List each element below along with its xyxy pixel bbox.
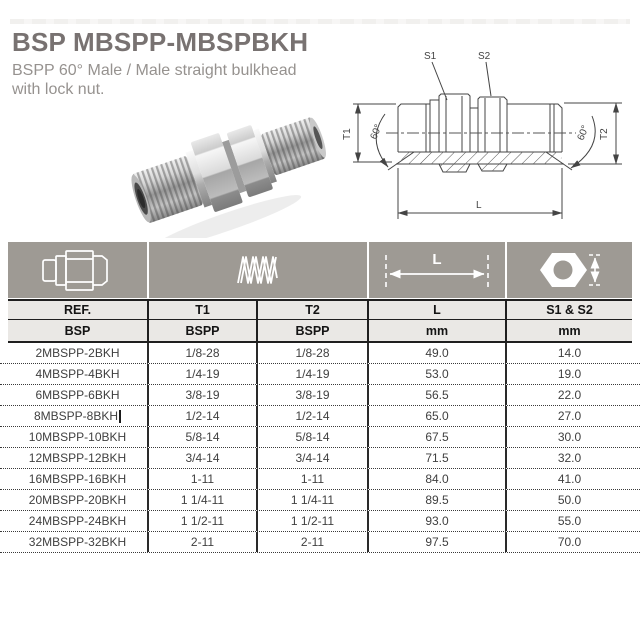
column-header-l: L [367,301,505,319]
cell-text: 2-11 [300,535,325,549]
ref-cell [8,364,147,384]
value-cell [505,532,632,552]
cell-text: 1-11 [190,472,215,486]
value-cell [147,406,256,426]
ref-cell [8,448,147,468]
cell-text: 10MBSPP-10BKH [28,430,127,444]
value-cell [256,511,367,531]
value-cell [505,469,632,489]
cell-text: 53.0 [425,367,449,381]
column-subheader-t2: BSPP [256,320,367,341]
fitting-photo-image [126,102,340,238]
cell-text: 50.0 [557,493,582,507]
column-subheader-l-mm: mm [367,320,505,341]
cell-text: 32MBSPP-32BKH [28,535,127,549]
value-cell [505,343,632,363]
value-cell [147,364,256,384]
ref-cell [8,427,147,447]
table-row [0,364,640,385]
label-s1: S1 [424,51,437,62]
value-cell [256,343,367,363]
table-icon-band [8,242,632,298]
cell-text: 1/8-28 [185,346,220,360]
page-title: BSP MBSPP-MBSPBKH [12,27,309,57]
cell-text: 97.5 [425,535,449,549]
ref-cell [8,406,147,426]
text-caret [119,410,121,423]
table-row [0,490,640,511]
value-cell [147,427,256,447]
cell-text: 3/8-19 [185,388,220,402]
value-cell [367,469,505,489]
page-top-artifact [10,19,630,24]
length-icon-label: L [432,251,442,268]
column-header-t1: T1 [147,301,256,319]
cell-text: 19.0 [557,367,582,381]
ref-cell [8,490,147,510]
label-angle-right: 60° [575,123,592,143]
cell-text: 1/2-14 [295,409,330,423]
value-cell [256,406,367,426]
ref-cell [8,385,147,405]
cell-text: 84.0 [425,472,449,486]
value-cell [367,427,505,447]
column-subheader-t1: BSPP [147,320,256,341]
table-row [0,448,640,469]
value-cell [505,448,632,468]
cell-text: 1-11 [300,472,325,486]
cell-text: 1/4-19 [185,367,220,381]
table-header-row [8,299,632,320]
value-cell [367,343,505,363]
cell-text: 1 1/4-11 [290,493,335,507]
cell-text: 32.0 [557,451,582,465]
value-cell [147,385,256,405]
ref-cell [8,469,147,489]
value-cell [367,448,505,468]
value-cell [367,511,505,531]
cell-text: 22.0 [557,388,582,402]
subtitle-line-1: BSPP 60° Male / Male straight bulkhead [12,62,297,79]
value-cell [256,427,367,447]
cell-text: 1 1/2-11 [180,514,225,528]
label-length: L [476,200,482,211]
label-angle-left: 60° [368,122,385,142]
value-cell [147,532,256,552]
cell-text: 1/2-14 [185,409,220,423]
cell-text: 12MBSPP-12BKH [28,451,127,465]
table-subheader-row [8,320,632,343]
value-cell [367,532,505,552]
value-cell [147,511,256,531]
cell-text: 1 1/4-11 [180,493,225,507]
cell-text: 4MBSPP-4BKH [35,367,120,381]
value-cell [505,427,632,447]
fitting-outline [398,94,562,152]
cell-text: 65.0 [425,409,449,423]
cell-text: 55.0 [557,514,582,528]
section-hatching [398,152,562,172]
cell-text: 8MBSPP-8BKH [33,409,119,423]
ref-cell [8,511,147,531]
page-subtitle [12,61,296,99]
label-t1: T1 [342,128,353,140]
cell-text: 56.5 [425,388,449,402]
column-header-ref: REF. [63,303,92,317]
cell-text: 3/8-19 [295,388,330,402]
table-row [0,406,640,427]
table-row [0,385,640,406]
value-cell [505,511,632,531]
value-cell [505,364,632,384]
value-cell [505,406,632,426]
column-subheader-s1s2-mm: mm [505,320,632,341]
table-row [0,343,640,364]
thread-icon [147,242,367,298]
ref-cell [8,532,147,552]
length-dimension-icon [367,242,505,298]
cell-text: 5/8-14 [295,430,330,444]
value-cell [256,469,367,489]
cell-text: 49.0 [425,346,449,360]
value-cell [367,364,505,384]
cell-text: 27.0 [557,409,582,423]
cell-text: 67.5 [425,430,449,444]
value-cell [256,385,367,405]
value-cell [367,385,505,405]
cell-text: 1 1/2-11 [290,514,335,528]
table-row [0,427,640,448]
cell-text: 5/8-14 [185,430,220,444]
column-header-s1s2: S1 & S2 [505,301,632,319]
table-body [0,343,640,553]
cell-text: 3/4-14 [185,451,220,465]
cell-text: 2-11 [190,535,215,549]
technical-drawing [340,40,640,230]
value-cell [256,532,367,552]
cell-text: 16MBSPP-16BKH [28,472,127,486]
cell-text: 24MBSPP-24BKH [28,514,127,528]
cell-text: 20MBSPP-20BKH [28,493,127,507]
value-cell [256,490,367,510]
column-header-t2: T2 [256,301,367,319]
value-cell [256,448,367,468]
value-cell [505,490,632,510]
value-cell [505,385,632,405]
value-cell [367,490,505,510]
label-s2: S2 [478,51,491,62]
cell-text: 1/8-28 [295,346,330,360]
cell-text: 14.0 [557,346,582,360]
cell-text: 1/4-19 [295,367,330,381]
value-cell [147,469,256,489]
cell-text: 71.5 [425,451,449,465]
ref-cell [8,343,147,363]
cell-text: 70.0 [557,535,582,549]
table-row [0,511,640,532]
subtitle-line-2: with lock nut. [12,81,105,98]
cell-text: 2MBSPP-2BKH [35,346,120,360]
value-cell [147,448,256,468]
cell-text: 6MBSPP-6BKH [35,388,120,402]
cell-text: 3/4-14 [295,451,330,465]
cell-text: 89.5 [425,493,449,507]
column-subheader-bsp: BSP [64,323,91,338]
cell-text: 41.0 [557,472,582,486]
label-t2: T2 [599,128,610,140]
cell-text: 93.0 [425,514,449,528]
fitting-side-view-icon [8,242,147,298]
hex-size-icon [505,242,632,298]
product-photo [126,102,340,238]
value-cell [256,364,367,384]
cell-text: 30.0 [557,430,582,444]
value-cell [367,406,505,426]
table-row [0,532,640,553]
value-cell [147,343,256,363]
value-cell [147,490,256,510]
table-row [0,469,640,490]
